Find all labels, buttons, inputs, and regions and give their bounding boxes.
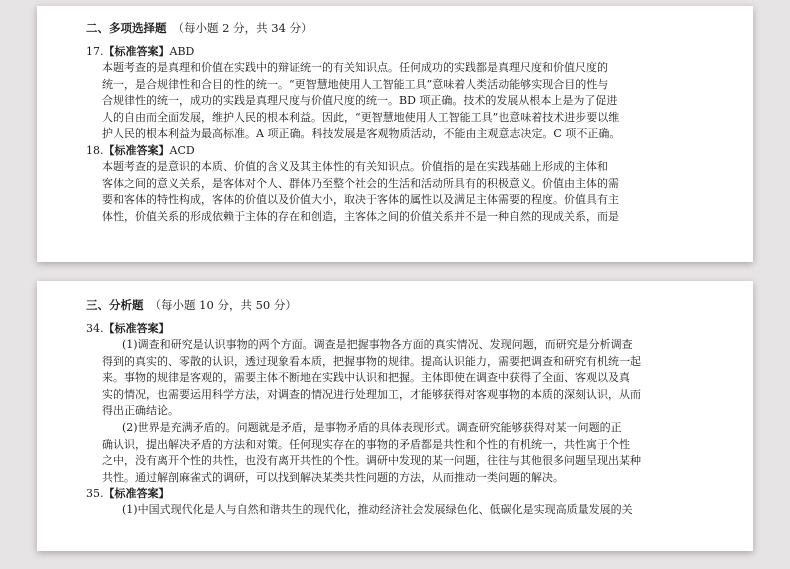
question-35-answer-part-1 bbox=[102, 502, 708, 519]
text-line: 体性，价值关系的形成依赖于主体的存在和创造，主客体之间的价值关系并不是一种自然的现成关系，而是 bbox=[102, 209, 619, 223]
question-35-header bbox=[86, 486, 708, 502]
answer-value: ACD bbox=[169, 143, 195, 157]
answer-card-multiple-choice bbox=[37, 6, 753, 262]
text-line: 人的自由而全面发展，维护人民的根本利益。因此，“更智慧地使用人工智能工具”也意味着技术进步要以维 bbox=[102, 110, 620, 124]
section-heading bbox=[86, 20, 708, 36]
text-line: (2)世界是充满矛盾的。问题就是矛盾，是事物矛盾的具体表现形式。调查研究能够获得对某一问题的正 bbox=[122, 420, 622, 434]
answer-card-analysis bbox=[37, 281, 753, 551]
text-line: 要和客体的特性构成，客体的价值以及价值大小，取决于客体的属性以及满足主体需要的程度。价值具有主 bbox=[102, 193, 619, 207]
section-heading bbox=[86, 297, 708, 313]
text-line: 来。事物的规律是客观的，需要主体不断地在实践中认识和把握。主体即使在调查中获得了全面、客观以及真 bbox=[102, 371, 630, 385]
section-score-note: （每小题 2 分，共 34 分） bbox=[172, 21, 313, 35]
answer-label: 【标准答案】 bbox=[103, 322, 170, 335]
answer-label: 【标准答案】 bbox=[103, 487, 170, 501]
text-line: 之中，没有离开个性的共性，也没有离开共性的个性。调研中发现的某一问题，往往与其他很多问题呈现出某种 bbox=[102, 454, 641, 468]
text-line: 合规律性的统一，成功的实践是真理尺度与价值尺度的统一。BD 项正确。技术的发展从根本上是为了促进 bbox=[102, 94, 618, 108]
text-line: 统一，是合规律性和合目的性的统一。“更智慧地使用人工智能工具”意味着人类活动能够实现合目的性与 bbox=[102, 77, 609, 91]
question-18-explanation bbox=[102, 159, 708, 225]
question-number: 34. bbox=[86, 322, 104, 335]
section-title: 二、多项选择题 bbox=[86, 21, 167, 35]
question-number: 35. bbox=[86, 487, 104, 501]
section-title: 三、分析题 bbox=[86, 298, 144, 312]
text-line: 护人民的根本利益为最高标准。A 项正确。科技发展是客观物质活动，不能由主观意志决定。C 项不正确。 bbox=[102, 127, 621, 141]
text-line: (1)调查和研究是认识事物的两个方面。调查是把握事物各方面的真实情况、发现问题，而研究是分析调查 bbox=[122, 338, 633, 351]
question-18-header bbox=[86, 143, 708, 159]
question-number: 17. bbox=[86, 45, 104, 58]
text-line: 共性。通过解剖麻雀式的调研，可以找到解决某类共性问题的方法，从而推动一类问题的解决。 bbox=[102, 470, 564, 484]
text-line: 得出正确结论。 bbox=[102, 404, 179, 418]
text-line: 客体之间的意义关系，是客体对个人、群体乃至整个社会的生活和活动所具有的积极意义。价值由主体的需 bbox=[102, 176, 619, 190]
text-line: 本题考查的是真理和价值在实践中的辩证统一的有关知识点。任何成功的实践都是真理尺度和价值尺度的 bbox=[102, 61, 608, 74]
answer-label: 【标准答案】 bbox=[103, 45, 170, 58]
question-17-header bbox=[86, 44, 708, 60]
question-34-answer-part-2 bbox=[102, 420, 708, 486]
question-number: 18. bbox=[86, 143, 104, 157]
text-line: 本题考查的是意识的本质、价值的含义及其主体性的有关知识点。价值指的是在实践基础上形成的主体和 bbox=[102, 159, 608, 173]
text-line: 得到的真实的、零散的认识，透过现象看本质，把握事物的规律。提高认识能力，需要把调查和研究有机统一起 bbox=[102, 354, 641, 368]
text-line: 实的情况，也需要运用科学方法，对调查的情况进行处理加工，才能够获得对客观事物的本质的深刻认识，从而 bbox=[102, 387, 641, 401]
question-17-explanation bbox=[102, 60, 708, 143]
question-34-answer-part-1 bbox=[102, 337, 708, 420]
answer-label: 【标准答案】 bbox=[103, 143, 170, 157]
section-score-note: （每小题 10 分，共 50 分） bbox=[149, 298, 297, 312]
text-line: (1)中国式现代化是人与自然和谐共生的现代化，推动经济社会发展绿色化、低碳化是实现高质量发展的关 bbox=[122, 503, 633, 517]
question-34-header bbox=[86, 321, 708, 337]
answer-value: ABD bbox=[169, 45, 195, 58]
text-line: 确认识，提出解决矛盾的方法和对策。任何现实存在的事物的矛盾都是共性和个性的有机统一，共性寓于个性 bbox=[102, 437, 630, 451]
